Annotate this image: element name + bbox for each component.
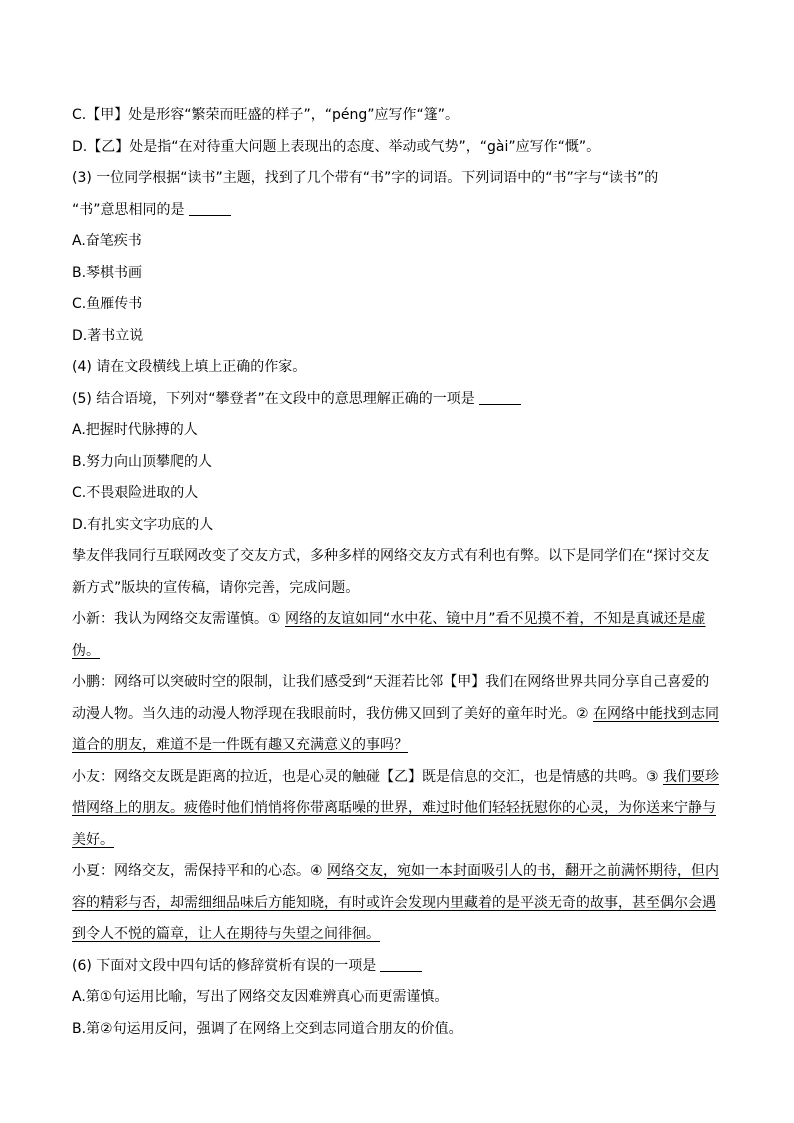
question-3-text: “书”意思相同的是 xyxy=(72,201,185,218)
option-3d: D.著书立说 xyxy=(72,327,144,344)
question-4: (4) 请在文段横线上填上正确的作家。 xyxy=(72,359,307,375)
option-c-line: C.【甲】处是形容“繁荣而旺盛的样子”，“péng”应写作“篷”。 xyxy=(72,107,460,123)
question-6 xyxy=(72,951,722,983)
option-5c: C.不畏艰险进取的人 xyxy=(72,485,199,501)
option-6a: A.第①句运用比喻，写出了网络交友因难辨真心而更需谨慎。 xyxy=(72,989,449,1005)
xiaoyou-paragraph xyxy=(72,762,722,857)
xiaoxia-paragraph xyxy=(72,856,722,951)
question-6-text: (6) 下面对文段中四句话的修辞赏析有误的一项是 xyxy=(72,957,377,974)
answer-blank xyxy=(380,957,422,972)
option-d-line: D.【乙】处是指“在对待重大问题上表现出的态度、举动或气势”，“gài”应写作“慨”。 xyxy=(72,138,601,155)
option-5d: D.有扎实文字功底的人 xyxy=(72,516,214,533)
question-5 xyxy=(72,384,722,416)
xiaoxia-text: 小夏：网络交友，需保持平和的心态。④ xyxy=(72,863,327,879)
answer-blank xyxy=(479,390,521,405)
answer-blank xyxy=(189,201,231,216)
sentence-1-underlined: 网络的友谊如同“水中花、镜中月”看不见摸不着，不知是真诚还是虚伪。 xyxy=(72,611,706,659)
option-3b: B.琴棋书画 xyxy=(72,264,143,281)
option-5b: B.努力向山顶攀爬的人 xyxy=(72,453,213,470)
question-3-line1: (3) 一位同学根据“读书”主题，找到了几个带有“书”字的词语。下列词语中的“书”字与“读书”的 xyxy=(72,170,659,186)
sentence-4-underlined: 网络交友，宛如一本封面吸引人的书，翻开之前满怀期待，但内容的精彩与否，却需细细品味后方能知晓，有时或许会发现内里藏着的是平淡无奇的故事，甚至偶尔会遇到令人不悦的篇章，让人在期待与失望之间徘徊。 xyxy=(72,863,719,942)
option-6b: B.第②句运用反问，强调了在网络上交到志同道合朋友的价值。 xyxy=(72,1020,463,1037)
sentence-3-underlined: 我们要珍惜网络上的朋友。疲倦时他们悄悄将你带离聒噪的世界，难过时他们轻轻抚慰你的心灵，为你送来宁静与美好。 xyxy=(72,768,719,848)
option-3c: C.鱼雁传书 xyxy=(72,296,143,312)
xiaoxin-text: 小新：我认为网络交友需谨慎。① xyxy=(72,611,286,627)
document-page xyxy=(72,100,722,1045)
option-3a: A.奋笔疾书 xyxy=(72,233,142,249)
question-5-text: (5) 结合语境，下列对“攀登者”在文段中的意思理解正确的一项是 xyxy=(72,390,475,407)
xiaoyou-text: 小友：网络交友既是距离的拉近，也是心灵的触碰【乙】既是信息的交汇，也是情感的共鸣。③ xyxy=(72,768,663,785)
xiaopeng-paragraph xyxy=(72,667,722,762)
sentence-2-underlined: 在网络中能找到志同道合的朋友，难道不是一件既有趣又充满意义的事吗？ xyxy=(72,705,719,753)
option-5a: A.把握时代脉搏的人 xyxy=(72,422,198,438)
xiaoxin-paragraph xyxy=(72,604,722,667)
question-3-line2 xyxy=(72,195,722,227)
xiaopeng-text: 小鹏：网络可以突破时空的限制，让我们感受到“天涯若比邻【甲】我们在网络世界共同分享自己喜爱的动漫人物。当久违的动漫人物浮现在我眼前时，我仿佛又回到了美好的童年时光。② xyxy=(72,674,710,722)
intro-paragraph: 挚友伴我同行互联网改变了交友方式，多种多样的网络交友方式有利也有弊。以下是同学们在“探讨交友新方式”版块的宣传稿，请你完善，完成问题。 xyxy=(72,548,710,596)
